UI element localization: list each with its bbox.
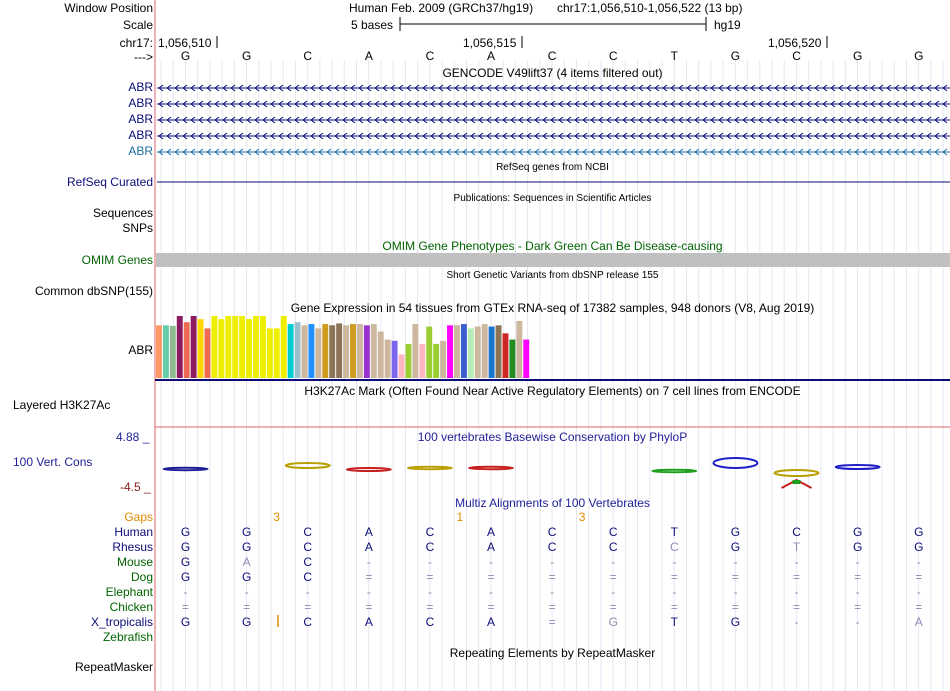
aligned-base: T: [792, 540, 801, 554]
aligned-base: A: [914, 615, 923, 629]
snps-label[interactable]: SNPs: [122, 221, 153, 235]
gtex-bar: [516, 321, 522, 378]
aligned-base: =: [915, 570, 923, 584]
h3k27ac-label[interactable]: Layered H3K27Ac: [13, 398, 111, 412]
gtex-bar: [329, 325, 335, 378]
gtex-bar: [461, 324, 467, 378]
scale-db: hg19: [714, 18, 741, 32]
aligned-base: C: [425, 525, 435, 539]
gtex-bar: [211, 316, 217, 378]
gtex-bar: [475, 327, 481, 378]
aligned-base: =: [426, 600, 434, 614]
coord-tick-1: 1,056,510: [158, 36, 212, 50]
gtex-bar: [509, 340, 515, 378]
phylop-logo: [713, 458, 757, 468]
aligned-base: C: [608, 525, 618, 539]
aligned-base: =: [731, 570, 739, 584]
aligned-base: T: [670, 525, 679, 539]
aligned-base: G: [241, 570, 252, 584]
aligned-base: G: [914, 540, 924, 554]
aligned-base: G: [730, 525, 741, 539]
gtex-bar: [322, 324, 328, 378]
species-label[interactable]: Rhesus: [112, 540, 153, 554]
gtex-bar: [454, 325, 460, 378]
aligned-base: =: [548, 570, 556, 584]
aligned-base: =: [426, 570, 434, 584]
gtex-title[interactable]: Gene Expression in 54 tissues from GTEx RNA-seq of 17382 samples, 948 donors (V8, Aug 2019): [290, 301, 815, 315]
aligned-base: -: [427, 585, 432, 599]
gtex-bar: [468, 328, 474, 378]
gtex-bar: [440, 341, 446, 378]
aligned-base: A: [487, 525, 496, 539]
publications-title[interactable]: Publications: Sequences in Scientific Articles: [453, 193, 652, 204]
reference-base: G: [241, 49, 252, 63]
aligned-base: =: [793, 570, 801, 584]
aligned-base: -: [733, 555, 738, 569]
aligned-base: -: [855, 555, 860, 569]
aligned-base: -: [672, 585, 677, 599]
refseq-label[interactable]: RefSeq Curated: [66, 175, 153, 189]
aligned-base: C: [303, 540, 313, 554]
gtex-bar: [378, 332, 384, 379]
aligned-base: C: [303, 525, 313, 539]
aligned-base: -: [733, 585, 738, 599]
aligned-base: -: [489, 555, 494, 569]
aligned-base: =: [731, 600, 739, 614]
gtex-bar: [225, 316, 231, 378]
aligned-base: =: [365, 570, 373, 584]
gencode-item-label[interactable]: ABR: [128, 144, 153, 158]
assembly-title[interactable]: Human Feb. 2009 (GRCh37/hg19): [349, 1, 534, 15]
aligned-base: G: [852, 525, 863, 539]
dbsnp-title[interactable]: Short Genetic Variants from dbSNP release 155: [446, 270, 659, 281]
aligned-base: G: [241, 525, 252, 539]
gtex-bar: [315, 328, 321, 378]
reference-base: C: [608, 49, 618, 63]
aligned-base: =: [487, 570, 495, 584]
aligned-base: G: [180, 615, 191, 629]
sequences-label[interactable]: Sequences: [92, 206, 153, 220]
aligned-base: T: [670, 615, 679, 629]
aligned-base: =: [793, 600, 801, 614]
gtex-bar: [260, 316, 266, 378]
reference-base: C: [792, 49, 801, 63]
aligned-base: -: [489, 585, 494, 599]
reference-base: G: [852, 49, 863, 63]
reference-base: G: [180, 49, 191, 63]
phylop-logo: [408, 467, 452, 469]
gtex-bar: [295, 322, 301, 378]
species-label[interactable]: Chicken: [109, 600, 153, 614]
gtex-bar: [357, 324, 363, 378]
species-label[interactable]: Mouse: [116, 555, 153, 569]
gtex-bar: [205, 328, 211, 378]
aligned-base: -: [183, 585, 188, 599]
gap-count: 3: [578, 510, 586, 524]
gtex-bar: [232, 316, 238, 378]
dbsnp-label[interactable]: Common dbSNP(155): [34, 284, 153, 298]
gtex-bar: [433, 344, 439, 378]
gtex-bar: [274, 328, 280, 378]
scale-bases: 5 bases: [351, 18, 394, 32]
aligned-base: -: [366, 555, 371, 569]
scale-label: Scale: [122, 18, 153, 32]
aligned-base: C: [608, 540, 618, 554]
gtex-bar: [302, 325, 308, 378]
aligned-base: C: [303, 615, 313, 629]
gtex-bar: [308, 324, 314, 378]
aligned-base: C: [425, 540, 435, 554]
gtex-bar: [163, 325, 169, 378]
gtex-bar: [239, 316, 245, 378]
aligned-base: A: [487, 540, 496, 554]
aligned-base: G: [241, 540, 252, 554]
species-label[interactable]: Human: [114, 525, 153, 539]
aligned-base: =: [609, 600, 617, 614]
reference-base: T: [670, 49, 679, 63]
species-label[interactable]: Zebrafish: [102, 630, 153, 644]
aligned-base: C: [547, 525, 557, 539]
phylop-ymin: -4.5 _: [120, 480, 151, 494]
gtex-bar: [198, 319, 204, 378]
aligned-base: -: [855, 585, 860, 599]
gtex-bar: [191, 316, 197, 378]
aligned-base: G: [608, 615, 618, 629]
gencode-title[interactable]: GENCODE V49lift37 (4 items filtered out): [442, 66, 663, 80]
aligned-base: =: [854, 570, 862, 584]
aligned-base: A: [364, 525, 373, 539]
gtex-bar: [489, 327, 495, 378]
aligned-base: G: [180, 555, 191, 569]
aligned-base: G: [852, 540, 863, 554]
gtex-bar: [523, 340, 529, 378]
gtex-bar: [281, 316, 287, 378]
position-range[interactable]: chr17:1,056,510-1,056,522 (13 bp): [557, 1, 743, 15]
reference-base: A: [364, 49, 373, 63]
repeatmasker-title[interactable]: Repeating Elements by RepeatMasker: [449, 646, 656, 660]
aligned-base: G: [730, 615, 741, 629]
gtex-bar: [246, 319, 252, 378]
omim-bar: [156, 253, 950, 267]
gtex-bar: [218, 319, 224, 378]
gtex-bar: [503, 333, 509, 378]
aligned-base: =: [915, 600, 923, 614]
aligned-base: =: [487, 600, 495, 614]
omim-title[interactable]: OMIM Gene Phenotypes - Dark Green Can Be Disease-causing: [382, 239, 723, 253]
gap-count: 3: [273, 510, 280, 524]
phylop-logo: [652, 470, 696, 472]
gtex-bar: [170, 326, 176, 378]
aligned-base: =: [365, 600, 373, 614]
aligned-base: C: [425, 615, 435, 629]
phylop-logo: [793, 480, 801, 484]
window-position-label: Window Position: [64, 1, 153, 15]
gencode-item-label[interactable]: ABR: [128, 80, 153, 94]
aligned-base: -: [244, 585, 249, 599]
gtex-bar: [426, 327, 432, 378]
refseq-title[interactable]: RefSeq genes from NCBI: [496, 162, 609, 173]
aligned-base: C: [670, 540, 679, 554]
phylop-ymax: 4.88 _: [116, 430, 150, 444]
gtex-bar: [419, 344, 425, 378]
phylop-logo: [775, 470, 819, 476]
coord-tick-2: 1,056,515: [463, 36, 517, 50]
reference-base: C: [425, 49, 435, 63]
aligned-base: -: [611, 585, 616, 599]
phylop-title[interactable]: 100 vertebrates Basewise Conservation by PhyloP: [417, 430, 688, 444]
aligned-base: -: [855, 615, 860, 629]
aligned-base: -: [427, 555, 432, 569]
gtex-bar: [385, 340, 391, 378]
aligned-base: G: [180, 525, 191, 539]
aligned-base: =: [548, 600, 556, 614]
multiz-title[interactable]: Multiz Alignments of 100 Vertebrates: [455, 496, 650, 510]
aligned-base: -: [794, 585, 799, 599]
gtex-bar: [177, 316, 183, 378]
gtex-bar: [399, 354, 405, 378]
aligned-base: -: [672, 555, 677, 569]
gencode-item-label[interactable]: ABR: [128, 128, 153, 142]
aligned-base: =: [304, 600, 312, 614]
aligned-base: A: [364, 540, 373, 554]
strand-label: --->: [134, 50, 153, 64]
aligned-base: G: [730, 540, 741, 554]
aligned-base: -: [916, 555, 921, 569]
aligned-base: C: [547, 540, 557, 554]
aligned-base: C: [303, 555, 313, 569]
aligned-base: -: [550, 555, 555, 569]
aligned-base: -: [305, 585, 310, 599]
aligned-base: =: [609, 570, 617, 584]
chrom-label: chr17:: [119, 36, 153, 50]
omim-label[interactable]: OMIM Genes: [81, 253, 153, 267]
gtex-bar: [371, 324, 377, 378]
reference-base: C: [303, 49, 313, 63]
aligned-base: G: [241, 615, 252, 629]
species-label[interactable]: X_tropicalis: [90, 615, 153, 629]
aligned-base: -: [550, 585, 555, 599]
aligned-base: -: [794, 555, 799, 569]
phylop-label[interactable]: 100 Vert. Cons: [13, 455, 93, 469]
gtex-bar: [288, 324, 294, 378]
aligned-base: C: [792, 525, 801, 539]
aligned-base: =: [670, 570, 678, 584]
h3k27ac-title[interactable]: H3K27Ac Mark (Often Found Near Active Regulatory Elements) on 7 cell lines from ENCODE: [304, 384, 801, 398]
aligned-base: -: [366, 585, 371, 599]
aligned-base: C: [303, 570, 313, 584]
phylop-logo: [286, 463, 330, 468]
species-label[interactable]: Dog: [130, 570, 153, 584]
gtex-bar: [336, 323, 342, 378]
reference-base: A: [487, 49, 496, 63]
aligned-base: =: [854, 600, 862, 614]
gtex-bar: [447, 325, 453, 378]
gtex-bar: [343, 325, 349, 378]
gtex-bar: [364, 325, 370, 378]
species-label[interactable]: Elephant: [105, 585, 153, 599]
gencode-item-label[interactable]: ABR: [128, 112, 153, 126]
gtex-bar: [496, 325, 502, 378]
aligned-base: =: [182, 600, 190, 614]
gtex-bar: [412, 324, 418, 378]
repeatmasker-label[interactable]: RepeatMasker: [74, 660, 153, 674]
gtex-bar: [392, 341, 398, 378]
phylop-logo: [836, 465, 880, 469]
gtex-bar: [350, 324, 356, 378]
gtex-label[interactable]: ABR: [128, 343, 153, 357]
phylop-logo: [469, 467, 513, 469]
aligned-base: =: [243, 600, 251, 614]
reference-base: C: [547, 49, 557, 63]
gtex-bar: [184, 322, 190, 378]
aligned-base: G: [914, 525, 924, 539]
aligned-base: A: [242, 555, 251, 569]
aligned-base: G: [180, 570, 191, 584]
aligned-base: G: [180, 540, 191, 554]
aligned-base: -: [916, 585, 921, 599]
aligned-base: =: [548, 615, 556, 629]
gencode-item-label[interactable]: ABR: [128, 96, 153, 110]
aligned-base: A: [364, 615, 373, 629]
phylop-logo: [347, 468, 391, 471]
aligned-base: A: [487, 615, 496, 629]
gtex-bar: [405, 344, 411, 378]
reference-base: G: [914, 49, 924, 63]
gaps-label: Gaps: [124, 510, 153, 524]
coord-tick-3: 1,056,520: [768, 36, 822, 50]
gap-count: 1: [456, 510, 464, 524]
aligned-base: -: [611, 555, 616, 569]
reference-base: G: [730, 49, 741, 63]
gtex-bar: [482, 324, 488, 378]
aligned-base: =: [670, 600, 678, 614]
gtex-bar: [253, 316, 259, 378]
gtex-bar: [267, 328, 273, 378]
phylop-logo: [164, 468, 208, 470]
aligned-base: -: [794, 615, 799, 629]
gtex-bar: [156, 325, 162, 378]
